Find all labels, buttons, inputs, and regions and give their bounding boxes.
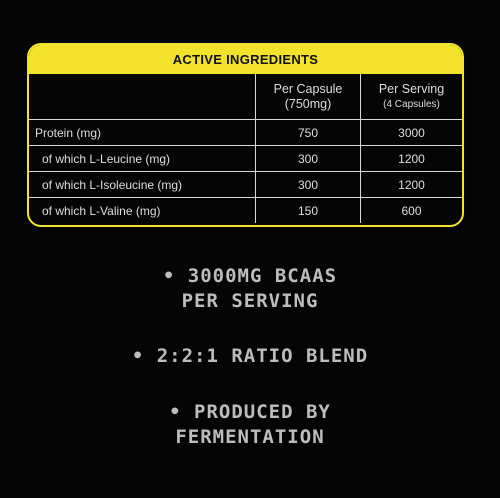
table-row: [29, 172, 462, 198]
table-header-row: [29, 74, 462, 120]
per-capsule-value: 150: [256, 198, 361, 224]
per-capsule-value: 300: [256, 172, 361, 198]
feature-line: • 3000MG BCAAS: [162, 265, 338, 287]
feature-line: FERMENTATION: [175, 426, 325, 448]
header-per-capsule: [256, 74, 361, 120]
feature-line: • 2:2:1 RATIO BLEND: [131, 345, 369, 367]
ingredients-table: [29, 74, 462, 223]
header-empty-cell: [29, 74, 256, 120]
per-serving-value: 1200: [361, 172, 463, 198]
header-per-serving-label: Per Serving: [378, 81, 445, 96]
per-capsule-value: 300: [256, 146, 361, 172]
header-per-serving-sub: (4 Capsules): [383, 98, 440, 110]
active-ingredients-panel: [27, 43, 464, 227]
ingredient-name: of which L-Leucine (mg): [29, 146, 256, 172]
header-per-capsule-sub: (750mg): [284, 96, 332, 111]
table-row: [29, 120, 462, 146]
panel-title: ACTIVE INGREDIENTS: [29, 45, 462, 74]
per-serving-value: 1200: [361, 146, 463, 172]
feature-line: PER SERVING: [181, 290, 319, 312]
ingredient-name: of which L-Isoleucine (mg): [29, 172, 256, 198]
ingredient-name: Protein (mg): [29, 120, 256, 146]
per-serving-value: 600: [361, 198, 463, 224]
ingredient-name: of which L-Valine (mg): [29, 198, 256, 224]
per-capsule-value: 750: [256, 120, 361, 146]
table-row: [29, 146, 462, 172]
feature-item: [0, 400, 500, 450]
per-serving-value: 3000: [361, 120, 463, 146]
feature-line: • PRODUCED BY: [169, 401, 331, 423]
header-per-serving: [361, 74, 463, 120]
feature-item: [0, 344, 500, 369]
feature-item: [0, 264, 500, 314]
table-row: [29, 198, 462, 224]
header-per-capsule-label: Per Capsule: [273, 81, 343, 96]
